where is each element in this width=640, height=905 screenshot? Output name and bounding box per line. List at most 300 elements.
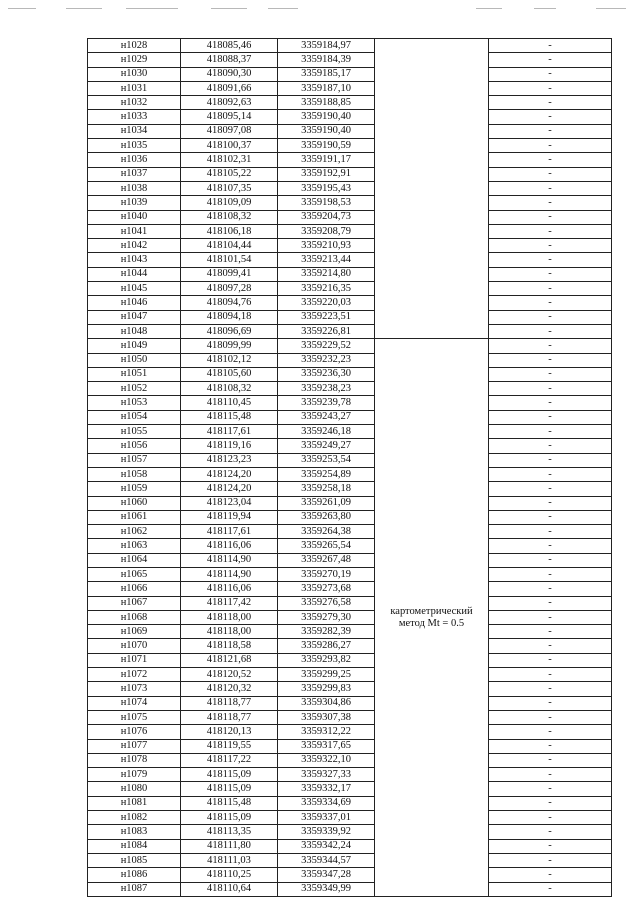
point-name-cell: н1028 bbox=[88, 39, 181, 53]
point-name-cell: н1057 bbox=[88, 453, 181, 467]
note-cell: - bbox=[489, 510, 612, 524]
y-coordinate-cell: 3359184,39 bbox=[278, 53, 375, 67]
note-cell: - bbox=[489, 382, 612, 396]
point-name-cell: н1087 bbox=[88, 882, 181, 896]
table-row bbox=[88, 453, 612, 467]
table-row bbox=[88, 124, 612, 138]
table-row bbox=[88, 610, 612, 624]
note-cell: - bbox=[489, 81, 612, 95]
y-coordinate-cell: 3359198,53 bbox=[278, 196, 375, 210]
x-coordinate-cell: 418107,35 bbox=[181, 181, 278, 195]
y-coordinate-cell: 3359339,92 bbox=[278, 825, 375, 839]
table-row bbox=[88, 710, 612, 724]
point-name-cell: н1061 bbox=[88, 510, 181, 524]
point-name-cell: н1082 bbox=[88, 811, 181, 825]
point-name-cell: н1069 bbox=[88, 625, 181, 639]
y-coordinate-cell: 3359190,40 bbox=[278, 110, 375, 124]
x-coordinate-cell: 418118,58 bbox=[181, 639, 278, 653]
point-name-cell: н1068 bbox=[88, 610, 181, 624]
note-cell: - bbox=[489, 768, 612, 782]
x-coordinate-cell: 418088,37 bbox=[181, 53, 278, 67]
x-coordinate-cell: 418120,32 bbox=[181, 682, 278, 696]
x-coordinate-cell: 418109,09 bbox=[181, 196, 278, 210]
x-coordinate-cell: 418104,44 bbox=[181, 239, 278, 253]
note-cell: - bbox=[489, 710, 612, 724]
point-name-cell: н1078 bbox=[88, 753, 181, 767]
x-coordinate-cell: 418102,12 bbox=[181, 353, 278, 367]
point-name-cell: н1043 bbox=[88, 253, 181, 267]
y-coordinate-cell: 3359322,10 bbox=[278, 753, 375, 767]
table-row bbox=[88, 153, 612, 167]
table-row bbox=[88, 696, 612, 710]
x-coordinate-cell: 418124,20 bbox=[181, 482, 278, 496]
y-coordinate-cell: 3359220,03 bbox=[278, 296, 375, 310]
y-coordinate-cell: 3359210,93 bbox=[278, 239, 375, 253]
x-coordinate-cell: 418117,61 bbox=[181, 425, 278, 439]
note-cell: - bbox=[489, 153, 612, 167]
note-cell: - bbox=[489, 753, 612, 767]
y-coordinate-cell: 3359188,85 bbox=[278, 96, 375, 110]
point-name-cell: н1086 bbox=[88, 868, 181, 882]
x-coordinate-cell: 418101,54 bbox=[181, 253, 278, 267]
y-coordinate-cell: 3359349,99 bbox=[278, 882, 375, 896]
note-cell: - bbox=[489, 682, 612, 696]
table-row bbox=[88, 396, 612, 410]
note-cell: - bbox=[489, 653, 612, 667]
y-coordinate-cell: 3359254,89 bbox=[278, 467, 375, 481]
note-cell: - bbox=[489, 410, 612, 424]
note-cell: - bbox=[489, 811, 612, 825]
coordinates-table-body bbox=[88, 39, 612, 897]
x-coordinate-cell: 418106,18 bbox=[181, 224, 278, 238]
note-cell: - bbox=[489, 353, 612, 367]
x-coordinate-cell: 418105,22 bbox=[181, 167, 278, 181]
point-name-cell: н1047 bbox=[88, 310, 181, 324]
table-row bbox=[88, 553, 612, 567]
table-row bbox=[88, 811, 612, 825]
point-name-cell: н1084 bbox=[88, 839, 181, 853]
y-coordinate-cell: 3359253,54 bbox=[278, 453, 375, 467]
y-coordinate-cell: 3359223,51 bbox=[278, 310, 375, 324]
point-name-cell: н1055 bbox=[88, 425, 181, 439]
y-coordinate-cell: 3359267,48 bbox=[278, 553, 375, 567]
note-cell: - bbox=[489, 324, 612, 338]
y-coordinate-cell: 3359342,24 bbox=[278, 839, 375, 853]
table-row bbox=[88, 768, 612, 782]
method-text-line: картометрический bbox=[390, 605, 473, 617]
x-coordinate-cell: 418121,68 bbox=[181, 653, 278, 667]
y-coordinate-cell: 3359184,97 bbox=[278, 39, 375, 53]
point-name-cell: н1049 bbox=[88, 339, 181, 353]
point-name-cell: н1060 bbox=[88, 496, 181, 510]
table-row bbox=[88, 439, 612, 453]
table-row bbox=[88, 196, 612, 210]
note-cell: - bbox=[489, 396, 612, 410]
x-coordinate-cell: 418119,55 bbox=[181, 739, 278, 753]
point-name-cell: н1029 bbox=[88, 53, 181, 67]
table-row bbox=[88, 96, 612, 110]
note-cell: - bbox=[489, 139, 612, 153]
point-name-cell: н1058 bbox=[88, 467, 181, 481]
table-row bbox=[88, 210, 612, 224]
point-name-cell: н1053 bbox=[88, 396, 181, 410]
note-cell: - bbox=[489, 868, 612, 882]
y-coordinate-cell: 3359226,81 bbox=[278, 324, 375, 338]
point-name-cell: н1080 bbox=[88, 782, 181, 796]
x-coordinate-cell: 418097,08 bbox=[181, 124, 278, 138]
y-coordinate-cell: 3359238,23 bbox=[278, 382, 375, 396]
x-coordinate-cell: 418117,61 bbox=[181, 525, 278, 539]
point-name-cell: н1030 bbox=[88, 67, 181, 81]
y-coordinate-cell: 3359273,68 bbox=[278, 582, 375, 596]
note-cell: - bbox=[489, 825, 612, 839]
point-name-cell: н1036 bbox=[88, 153, 181, 167]
table-row bbox=[88, 753, 612, 767]
note-cell: - bbox=[489, 210, 612, 224]
table-row bbox=[88, 367, 612, 381]
table-row bbox=[88, 853, 612, 867]
note-cell: - bbox=[489, 725, 612, 739]
y-coordinate-cell: 3359334,69 bbox=[278, 796, 375, 810]
y-coordinate-cell: 3359236,30 bbox=[278, 367, 375, 381]
note-cell: - bbox=[489, 853, 612, 867]
point-name-cell: н1052 bbox=[88, 382, 181, 396]
table-row bbox=[88, 53, 612, 67]
point-name-cell: н1074 bbox=[88, 696, 181, 710]
point-name-cell: н1035 bbox=[88, 139, 181, 153]
point-name-cell: н1045 bbox=[88, 282, 181, 296]
x-coordinate-cell: 418115,09 bbox=[181, 811, 278, 825]
point-name-cell: н1070 bbox=[88, 639, 181, 653]
x-coordinate-cell: 418117,42 bbox=[181, 596, 278, 610]
table-row bbox=[88, 525, 612, 539]
table-row bbox=[88, 825, 612, 839]
table-row bbox=[88, 310, 612, 324]
table-row bbox=[88, 739, 612, 753]
point-name-cell: н1075 bbox=[88, 710, 181, 724]
point-name-cell: н1064 bbox=[88, 553, 181, 567]
point-name-cell: н1062 bbox=[88, 525, 181, 539]
note-cell: - bbox=[489, 110, 612, 124]
scan-header-marks bbox=[6, 8, 634, 14]
y-coordinate-cell: 3359312,22 bbox=[278, 725, 375, 739]
x-coordinate-cell: 418096,69 bbox=[181, 324, 278, 338]
x-coordinate-cell: 418123,04 bbox=[181, 496, 278, 510]
y-coordinate-cell: 3359299,83 bbox=[278, 682, 375, 696]
y-coordinate-cell: 3359246,18 bbox=[278, 425, 375, 439]
note-cell: - bbox=[489, 539, 612, 553]
point-name-cell: н1066 bbox=[88, 582, 181, 596]
table-row bbox=[88, 110, 612, 124]
x-coordinate-cell: 418095,14 bbox=[181, 110, 278, 124]
note-cell: - bbox=[489, 53, 612, 67]
y-coordinate-cell: 3359337,01 bbox=[278, 811, 375, 825]
y-coordinate-cell: 3359299,25 bbox=[278, 668, 375, 682]
x-coordinate-cell: 418117,22 bbox=[181, 753, 278, 767]
x-coordinate-cell: 418114,90 bbox=[181, 553, 278, 567]
x-coordinate-cell: 418094,18 bbox=[181, 310, 278, 324]
table-row bbox=[88, 582, 612, 596]
x-coordinate-cell: 418115,09 bbox=[181, 768, 278, 782]
x-coordinate-cell: 418118,00 bbox=[181, 610, 278, 624]
x-coordinate-cell: 418105,60 bbox=[181, 367, 278, 381]
x-coordinate-cell: 418119,16 bbox=[181, 439, 278, 453]
table-row bbox=[88, 539, 612, 553]
y-coordinate-cell: 3359232,23 bbox=[278, 353, 375, 367]
note-cell: - bbox=[489, 253, 612, 267]
x-coordinate-cell: 418115,48 bbox=[181, 410, 278, 424]
x-coordinate-cell: 418115,09 bbox=[181, 782, 278, 796]
note-cell: - bbox=[489, 453, 612, 467]
point-name-cell: н1085 bbox=[88, 853, 181, 867]
y-coordinate-cell: 3359243,27 bbox=[278, 410, 375, 424]
y-coordinate-cell: 3359332,17 bbox=[278, 782, 375, 796]
table-row bbox=[88, 425, 612, 439]
note-cell: - bbox=[489, 224, 612, 238]
x-coordinate-cell: 418118,77 bbox=[181, 696, 278, 710]
table-row bbox=[88, 496, 612, 510]
y-coordinate-cell: 3359293,82 bbox=[278, 653, 375, 667]
y-coordinate-cell: 3359239,78 bbox=[278, 396, 375, 410]
note-cell: - bbox=[489, 625, 612, 639]
note-cell: - bbox=[489, 553, 612, 567]
note-cell: - bbox=[489, 367, 612, 381]
note-cell: - bbox=[489, 310, 612, 324]
note-cell: - bbox=[489, 439, 612, 453]
table-row bbox=[88, 139, 612, 153]
note-cell: - bbox=[489, 882, 612, 896]
point-name-cell: н1073 bbox=[88, 682, 181, 696]
point-name-cell: н1079 bbox=[88, 768, 181, 782]
y-coordinate-cell: 3359208,79 bbox=[278, 224, 375, 238]
table-row bbox=[88, 567, 612, 581]
table-row bbox=[88, 296, 612, 310]
y-coordinate-cell: 3359270,19 bbox=[278, 567, 375, 581]
y-coordinate-cell: 3359327,33 bbox=[278, 768, 375, 782]
x-coordinate-cell: 418119,94 bbox=[181, 510, 278, 524]
table-row bbox=[88, 868, 612, 882]
x-coordinate-cell: 418115,48 bbox=[181, 796, 278, 810]
x-coordinate-cell: 418113,35 bbox=[181, 825, 278, 839]
y-coordinate-cell: 3359282,39 bbox=[278, 625, 375, 639]
table-row bbox=[88, 81, 612, 95]
table-row bbox=[88, 39, 612, 53]
note-cell: - bbox=[489, 596, 612, 610]
note-cell: - bbox=[489, 739, 612, 753]
table-row bbox=[88, 239, 612, 253]
note-cell: - bbox=[489, 482, 612, 496]
table-row bbox=[88, 410, 612, 424]
point-name-cell: н1032 bbox=[88, 96, 181, 110]
point-name-cell: н1048 bbox=[88, 324, 181, 338]
table-row bbox=[88, 67, 612, 81]
point-name-cell: н1067 bbox=[88, 596, 181, 610]
note-cell: - bbox=[489, 167, 612, 181]
table-row bbox=[88, 181, 612, 195]
y-coordinate-cell: 3359187,10 bbox=[278, 81, 375, 95]
point-name-cell: н1037 bbox=[88, 167, 181, 181]
y-coordinate-cell: 3359190,40 bbox=[278, 124, 375, 138]
x-coordinate-cell: 418110,64 bbox=[181, 882, 278, 896]
point-name-cell: н1056 bbox=[88, 439, 181, 453]
x-coordinate-cell: 418110,45 bbox=[181, 396, 278, 410]
note-cell: - bbox=[489, 496, 612, 510]
table-row bbox=[88, 653, 612, 667]
point-name-cell: н1044 bbox=[88, 267, 181, 281]
point-name-cell: н1041 bbox=[88, 224, 181, 238]
y-coordinate-cell: 3359195,43 bbox=[278, 181, 375, 195]
table-row bbox=[88, 625, 612, 639]
y-coordinate-cell: 3359279,30 bbox=[278, 610, 375, 624]
point-name-cell: н1046 bbox=[88, 296, 181, 310]
table-row bbox=[88, 668, 612, 682]
x-coordinate-cell: 418123,23 bbox=[181, 453, 278, 467]
point-name-cell: н1050 bbox=[88, 353, 181, 367]
point-name-cell: н1072 bbox=[88, 668, 181, 682]
x-coordinate-cell: 418111,80 bbox=[181, 839, 278, 853]
y-coordinate-cell: 3359307,38 bbox=[278, 710, 375, 724]
x-coordinate-cell: 418118,77 bbox=[181, 710, 278, 724]
note-cell: - bbox=[489, 96, 612, 110]
table-row bbox=[88, 725, 612, 739]
point-name-cell: н1077 bbox=[88, 739, 181, 753]
point-name-cell: н1051 bbox=[88, 367, 181, 381]
table-row bbox=[88, 882, 612, 896]
y-coordinate-cell: 3359304,86 bbox=[278, 696, 375, 710]
table-row bbox=[88, 353, 612, 367]
note-cell: - bbox=[489, 525, 612, 539]
note-cell: - bbox=[489, 582, 612, 596]
note-cell: - bbox=[489, 668, 612, 682]
note-cell: - bbox=[489, 124, 612, 138]
x-coordinate-cell: 418111,03 bbox=[181, 853, 278, 867]
y-coordinate-cell: 3359261,09 bbox=[278, 496, 375, 510]
x-coordinate-cell: 418114,90 bbox=[181, 567, 278, 581]
y-coordinate-cell: 3359265,54 bbox=[278, 539, 375, 553]
x-coordinate-cell: 418091,66 bbox=[181, 81, 278, 95]
x-coordinate-cell: 418097,28 bbox=[181, 282, 278, 296]
table-row bbox=[88, 253, 612, 267]
table-row bbox=[88, 782, 612, 796]
table-row bbox=[88, 339, 612, 353]
x-coordinate-cell: 418108,32 bbox=[181, 382, 278, 396]
x-coordinate-cell: 418110,25 bbox=[181, 868, 278, 882]
y-coordinate-cell: 3359264,38 bbox=[278, 525, 375, 539]
method-cell bbox=[375, 339, 489, 897]
y-coordinate-cell: 3359276,58 bbox=[278, 596, 375, 610]
point-name-cell: н1034 bbox=[88, 124, 181, 138]
coordinates-table bbox=[87, 38, 612, 897]
table-row bbox=[88, 639, 612, 653]
table-row bbox=[88, 796, 612, 810]
point-name-cell: н1039 bbox=[88, 196, 181, 210]
note-cell: - bbox=[489, 839, 612, 853]
x-coordinate-cell: 418116,06 bbox=[181, 582, 278, 596]
y-coordinate-cell: 3359263,80 bbox=[278, 510, 375, 524]
note-cell: - bbox=[489, 425, 612, 439]
point-name-cell: н1083 bbox=[88, 825, 181, 839]
point-name-cell: н1076 bbox=[88, 725, 181, 739]
note-cell: - bbox=[489, 610, 612, 624]
y-coordinate-cell: 3359204,73 bbox=[278, 210, 375, 224]
x-coordinate-cell: 418118,00 bbox=[181, 625, 278, 639]
x-coordinate-cell: 418099,41 bbox=[181, 267, 278, 281]
y-coordinate-cell: 3359249,27 bbox=[278, 439, 375, 453]
table-row bbox=[88, 467, 612, 481]
y-coordinate-cell: 3359190,59 bbox=[278, 139, 375, 153]
y-coordinate-cell: 3359258,18 bbox=[278, 482, 375, 496]
note-cell: - bbox=[489, 39, 612, 53]
note-cell: - bbox=[489, 67, 612, 81]
point-name-cell: н1059 bbox=[88, 482, 181, 496]
note-cell: - bbox=[489, 467, 612, 481]
y-coordinate-cell: 3359317,65 bbox=[278, 739, 375, 753]
note-cell: - bbox=[489, 639, 612, 653]
note-cell: - bbox=[489, 267, 612, 281]
note-cell: - bbox=[489, 181, 612, 195]
table-row bbox=[88, 382, 612, 396]
y-coordinate-cell: 3359229,52 bbox=[278, 339, 375, 353]
note-cell: - bbox=[489, 239, 612, 253]
x-coordinate-cell: 418090,30 bbox=[181, 67, 278, 81]
point-name-cell: н1042 bbox=[88, 239, 181, 253]
x-coordinate-cell: 418094,76 bbox=[181, 296, 278, 310]
y-coordinate-cell: 3359216,35 bbox=[278, 282, 375, 296]
table-row bbox=[88, 224, 612, 238]
x-coordinate-cell: 418085,46 bbox=[181, 39, 278, 53]
y-coordinate-cell: 3359192,91 bbox=[278, 167, 375, 181]
y-coordinate-cell: 3359347,28 bbox=[278, 868, 375, 882]
note-cell: - bbox=[489, 282, 612, 296]
point-name-cell: н1033 bbox=[88, 110, 181, 124]
table-row bbox=[88, 839, 612, 853]
x-coordinate-cell: 418108,32 bbox=[181, 210, 278, 224]
x-coordinate-cell: 418102,31 bbox=[181, 153, 278, 167]
y-coordinate-cell: 3359286,27 bbox=[278, 639, 375, 653]
point-name-cell: н1071 bbox=[88, 653, 181, 667]
point-name-cell: н1040 bbox=[88, 210, 181, 224]
note-cell: - bbox=[489, 696, 612, 710]
x-coordinate-cell: 418116,06 bbox=[181, 539, 278, 553]
table-row bbox=[88, 167, 612, 181]
table-row bbox=[88, 282, 612, 296]
x-coordinate-cell: 418100,37 bbox=[181, 139, 278, 153]
point-name-cell: н1031 bbox=[88, 81, 181, 95]
y-coordinate-cell: 3359213,44 bbox=[278, 253, 375, 267]
x-coordinate-cell: 418120,13 bbox=[181, 725, 278, 739]
table-row bbox=[88, 267, 612, 281]
table-row bbox=[88, 324, 612, 338]
point-name-cell: н1081 bbox=[88, 796, 181, 810]
note-cell: - bbox=[489, 339, 612, 353]
point-name-cell: н1038 bbox=[88, 181, 181, 195]
note-cell: - bbox=[489, 296, 612, 310]
y-coordinate-cell: 3359185,17 bbox=[278, 67, 375, 81]
table-row bbox=[88, 482, 612, 496]
table-row bbox=[88, 682, 612, 696]
y-coordinate-cell: 3359191,17 bbox=[278, 153, 375, 167]
x-coordinate-cell: 418099,99 bbox=[181, 339, 278, 353]
point-name-cell: н1065 bbox=[88, 567, 181, 581]
table-row bbox=[88, 596, 612, 610]
point-name-cell: н1063 bbox=[88, 539, 181, 553]
note-cell: - bbox=[489, 796, 612, 810]
x-coordinate-cell: 418120,52 bbox=[181, 668, 278, 682]
y-coordinate-cell: 3359344,57 bbox=[278, 853, 375, 867]
method-text-line: метод Mt = 0.5 bbox=[398, 617, 465, 629]
note-cell: - bbox=[489, 567, 612, 581]
note-cell: - bbox=[489, 196, 612, 210]
